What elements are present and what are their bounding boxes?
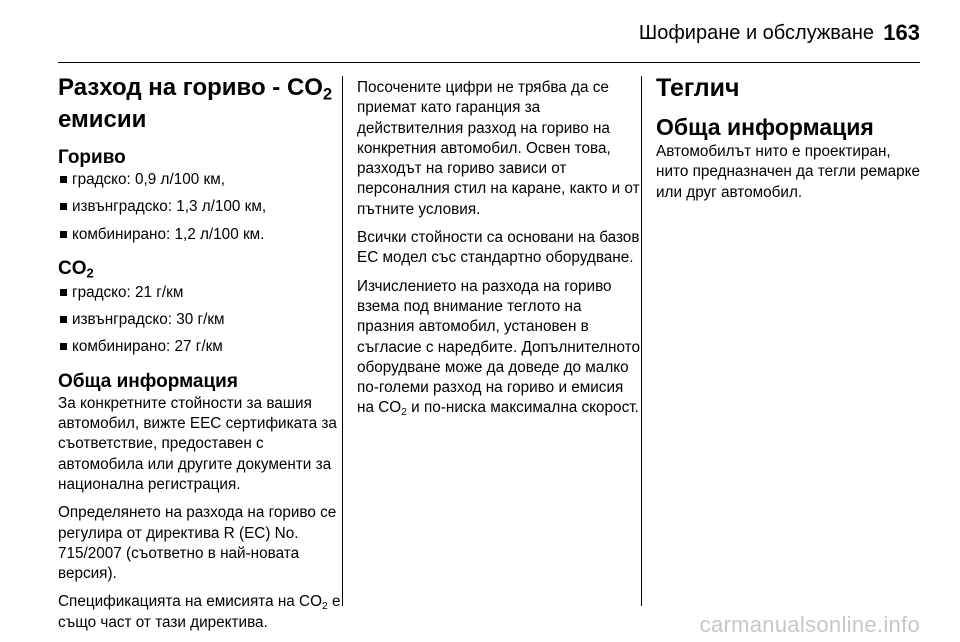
general-info-paragraph-3-subscript: 2 [321,601,328,613]
general-info-paragraph-3 [58,592,342,633]
disclaimer-paragraph: Посочените цифри не трябва да се приемат като гаранция за действителния разход на гориво на конкретния автомобил. Освен това, разходът на гориво зависи от персоналния стил на каране, както и от пътните условия. [357,79,640,218]
page-heading-text: Разход на гориво - CO [58,74,323,101]
co2-item-extra-urban: извънградско: 30 г/км [58,310,342,330]
co2-list [58,283,342,358]
towing-heading: Теглич [656,74,740,102]
fuel-heading: Гориво [58,147,126,168]
general-info-heading: Обща информация [58,370,238,392]
column-divider-1 [342,76,343,606]
page-number: 163 [883,20,920,45]
base-model-paragraph: Всички стойности са основани на базов ЕС модел със стандартно оборудване. [357,229,640,267]
page-heading-line2: емисии [58,106,147,133]
towing-general-heading: Обща информация [656,114,874,140]
calculation-paragraph-text: Изчислението на разхода на гориво взема под внимание теглото на празния автомобил, установен в съгласие с наредбите. Допълнителното оборудване може да доведе до малко по-големи разход на гориво и емисия на CO [357,277,640,417]
fuel-item-urban: градско: 0,9 л/100 км, [58,170,342,190]
calculation-paragraph-tail: и по-ниска максимална скорост. [406,399,639,417]
calculation-paragraph [357,277,641,419]
calculation-paragraph-subscript: 2 [401,407,407,419]
page-heading [58,72,342,136]
co2-item-combined: комбинирано: 27 г/км [58,337,342,357]
general-info-paragraph-1: За конкретните стойности за вашия автомобил, вижте ЕЕС сертификата за съответствие, предоставен с автомобила или другите документи за национална регистрация. [58,394,337,493]
towing-paragraph: Автомобилът нито е проектиран, нито предназначен да тегли ремарке или друг автомобил. [656,143,920,201]
column-2 [357,78,641,427]
fuel-list [58,170,342,245]
section-title: Шофиране и обслужване [638,22,874,44]
page-heading-subscript: 2 [322,85,333,104]
general-info-paragraph-2: Определянето на разхода на гориво се регулира от директива R (EC) No. 715/2007 (съответно в най-новата версия). [58,504,337,583]
co2-heading-subscript: 2 [86,265,94,281]
fuel-item-combined: комбинирано: 1,2 л/100 км. [58,225,342,245]
general-info-paragraph-3-text: Спецификацията на емисията на CO [58,593,322,611]
column-1 [58,72,342,641]
column-divider-2 [641,76,642,606]
column-3 [656,72,922,211]
watermark: carmanualsonline.info [699,612,920,637]
co2-heading-text: CO [58,257,87,279]
fuel-item-extra-urban: извънградско: 1,3 л/100 км, [58,197,342,217]
co2-heading [58,257,342,281]
header-rule [58,62,920,63]
general-info-paragraph-3-tail: е също част от тази директива. [58,593,341,631]
co2-item-urban: градско: 21 г/км [58,283,342,303]
